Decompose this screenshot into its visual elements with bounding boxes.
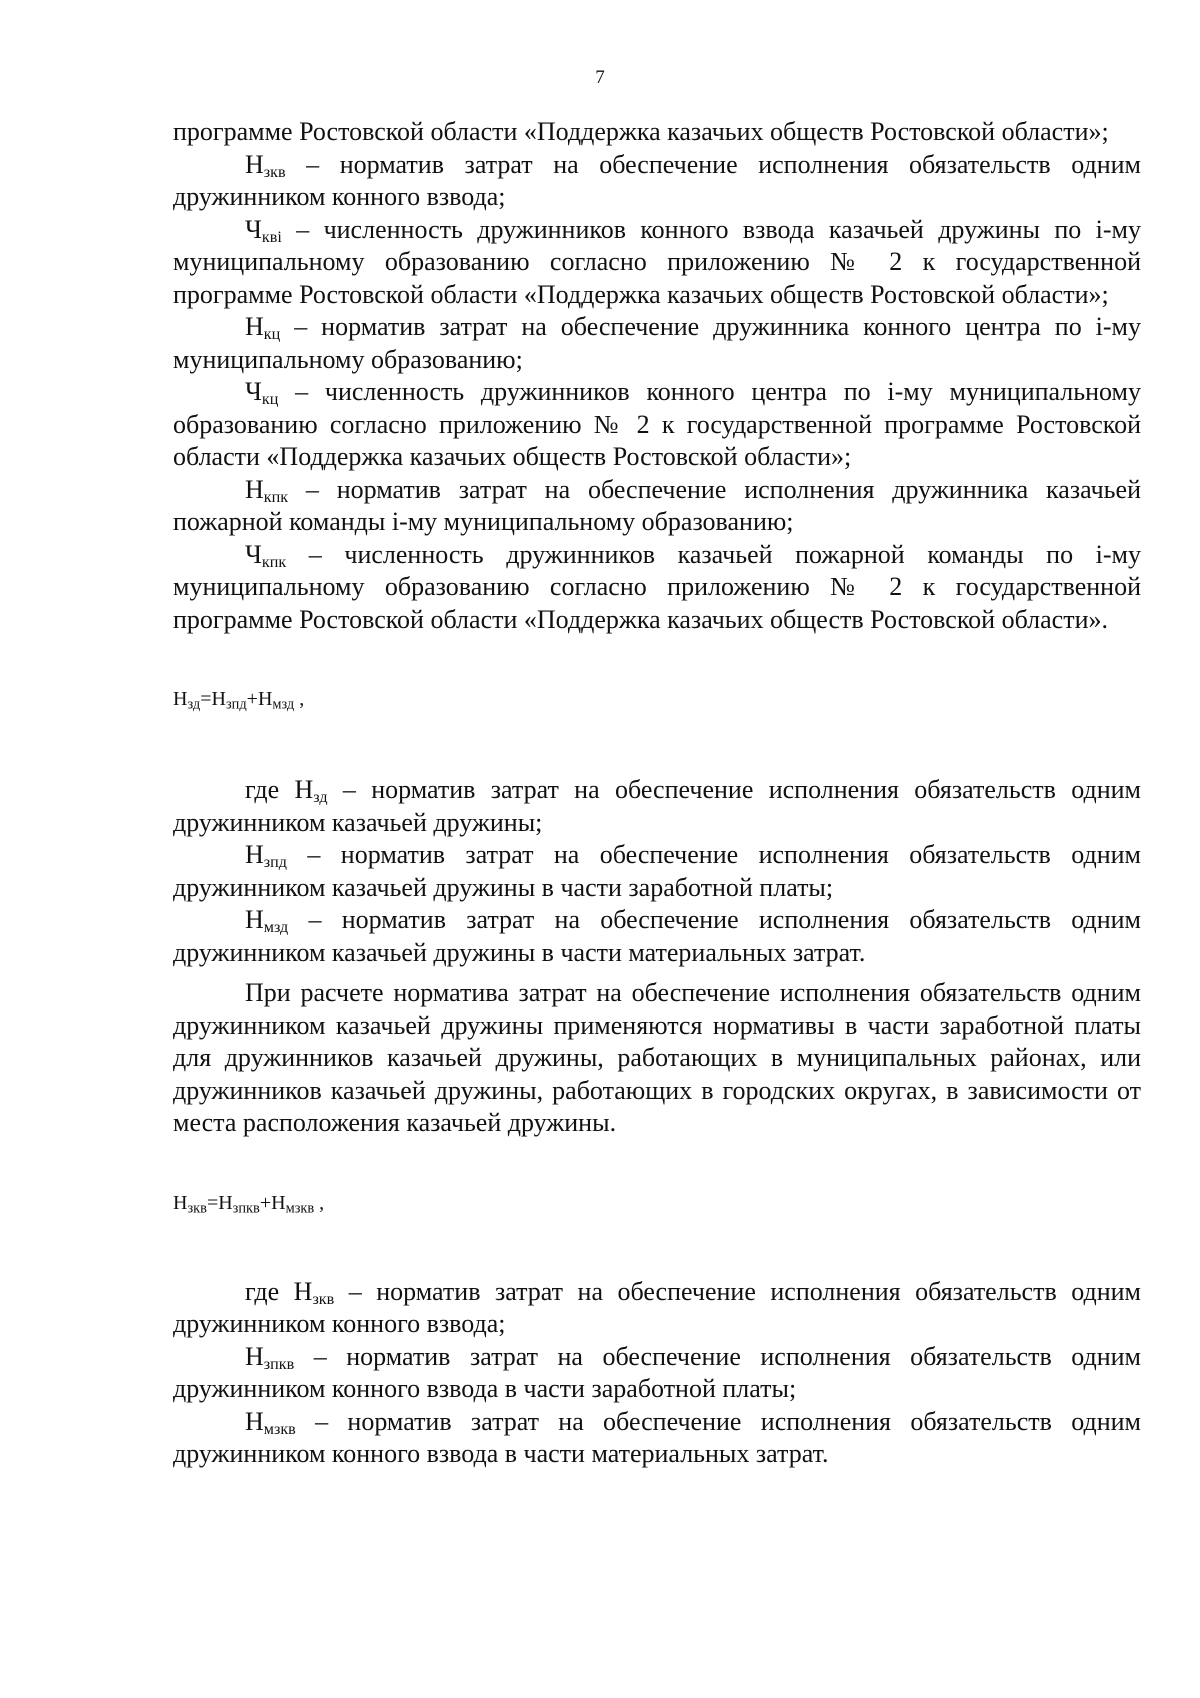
- definition-paragraph: [173, 214, 1141, 312]
- symbol: Н: [245, 905, 264, 934]
- definition-paragraph: [173, 1341, 1141, 1406]
- definition-text: – норматив затрат на обеспечение исполнения обязательств одним дружинником казачьей дружины в части заработной платы;: [173, 840, 1141, 902]
- symbol: Ч: [245, 214, 262, 244]
- symbol-subscript: зд: [313, 789, 328, 807]
- symbol-subscript: мзд: [263, 919, 289, 937]
- definition-paragraph: [173, 904, 1141, 969]
- definition-text: – численность дружинников казачьей пожарной команды по і-му муниципальному образованию согласно приложению № 2 к государственной программе Ростовской области «Поддержка казачьих обществ Ростовской области».: [173, 539, 1141, 634]
- symbol-subscript: кц: [263, 326, 281, 344]
- symbol: Н: [293, 1276, 313, 1306]
- definition-paragraph: [173, 376, 1141, 474]
- definition-paragraph: [173, 1406, 1141, 1471]
- symbol-subscript: кві: [261, 228, 282, 246]
- page-number: 7: [595, 67, 605, 88]
- symbol: Н: [245, 149, 264, 179]
- paragraph: программе Ростовской области «Поддержка казачьих обществ Ростовской области»;: [173, 117, 1109, 146]
- definition-text: – норматив затрат на обеспечение исполнения обязательств одним дружинником конного взвода в части материальных затрат.: [173, 1406, 1141, 1468]
- symbol-subscript: зкв: [263, 163, 286, 181]
- definition-paragraph: [173, 311, 1141, 376]
- definition-text: – норматив затрат на обеспечение исполнения обязательств одним дружинником конного взвода в части заработной платы;: [173, 1341, 1141, 1403]
- symbol-subscript: кпк: [261, 553, 287, 571]
- definition-text: – численность дружинников конного центра по і-му муниципальному образованию согласно приложению № 2 к государственной программе Ростовской области «Поддержка казачьих обществ Ростовской области»;: [173, 377, 1141, 471]
- definition-paragraph: [173, 839, 1141, 904]
- symbol-subscript: зпкв: [263, 1355, 295, 1373]
- definition-paragraph: [173, 149, 1141, 214]
- main-paragraph: При расчете норматива затрат на обеспечение исполнения обязательств одним дружинником казачьей дружины применяются нормативы в части заработной платы для дружинников казачьей дружины, работающих в муниципальных районах, или дружинников казачьей дружины, работающих в городских округах, в зависимости от места расположения казачьей дружины.: [173, 978, 1141, 1137]
- definition-paragraph: [173, 539, 1141, 637]
- definition-text: – норматив затрат на обеспечение исполнения обязательств одним дружинником конного взвода;: [173, 1276, 1142, 1338]
- formula-2: $Н_{зкв}=Н_{зпкв}+Н_{мзкв}$ ,: [173, 1191, 325, 1217]
- definition-text: – норматив затрат на обеспечение дружинника конного центра по і-му муниципальному образованию;: [173, 312, 1141, 374]
- symbol: Ч: [245, 539, 262, 569]
- symbol-subscript: кц: [261, 391, 279, 409]
- definition-text: – численность дружинников конного взвода казачьей дружины по і-му муниципальному образованию согласно приложению № 2 к государственной программе Ростовской области «Поддержка казачьих обществ Ростовской области»;: [173, 214, 1141, 309]
- definition-text: – норматив затрат на обеспечение исполнения дружинника казачьей пожарной команды і-му муниципальному образованию;: [173, 474, 1141, 536]
- definition-paragraph: [173, 474, 1141, 539]
- symbol-subscript: мзкв: [263, 1420, 296, 1438]
- symbol-subscript: зпд: [263, 854, 287, 872]
- spacer: [173, 969, 1141, 977]
- definition-text: – норматив затрат на обеспечение исполнения обязательств одним дружинником конного взвода;: [173, 149, 1141, 211]
- symbol-subscript: зкв: [312, 1290, 335, 1308]
- document-body: [173, 116, 1141, 1471]
- symbol: Н: [245, 312, 264, 341]
- definition-paragraph: где $Н_{зд}$ – норматив затрат на обеспечение исполнения обязательств одним дружинником казачьей дружины;: [173, 775, 1141, 837]
- symbol: Н: [245, 840, 264, 869]
- symbol-subscript: кпк: [263, 488, 289, 506]
- symbol: Ч: [245, 377, 262, 406]
- symbol: Н: [245, 1341, 264, 1371]
- definition-text: – норматив затрат на обеспечение исполнения обязательств одним дружинником казачьей дружины;: [173, 775, 1141, 837]
- symbol: Н: [245, 474, 264, 504]
- definition-paragraph: где $Н_{зкв}$ – норматив затрат на обеспечение исполнения обязательств одним дружинником конного взвода;: [173, 1276, 1142, 1338]
- formula-1: $Н_{зд}=Н_{зпд}+Н_{мзд}$ ,: [173, 688, 305, 713]
- symbol: Н: [294, 775, 314, 804]
- symbol: Н: [245, 1406, 264, 1436]
- definition-text: – норматив затрат на обеспечение исполнения обязательств одним дружинником казачьей дружины в части материальных затрат.: [173, 905, 1141, 967]
